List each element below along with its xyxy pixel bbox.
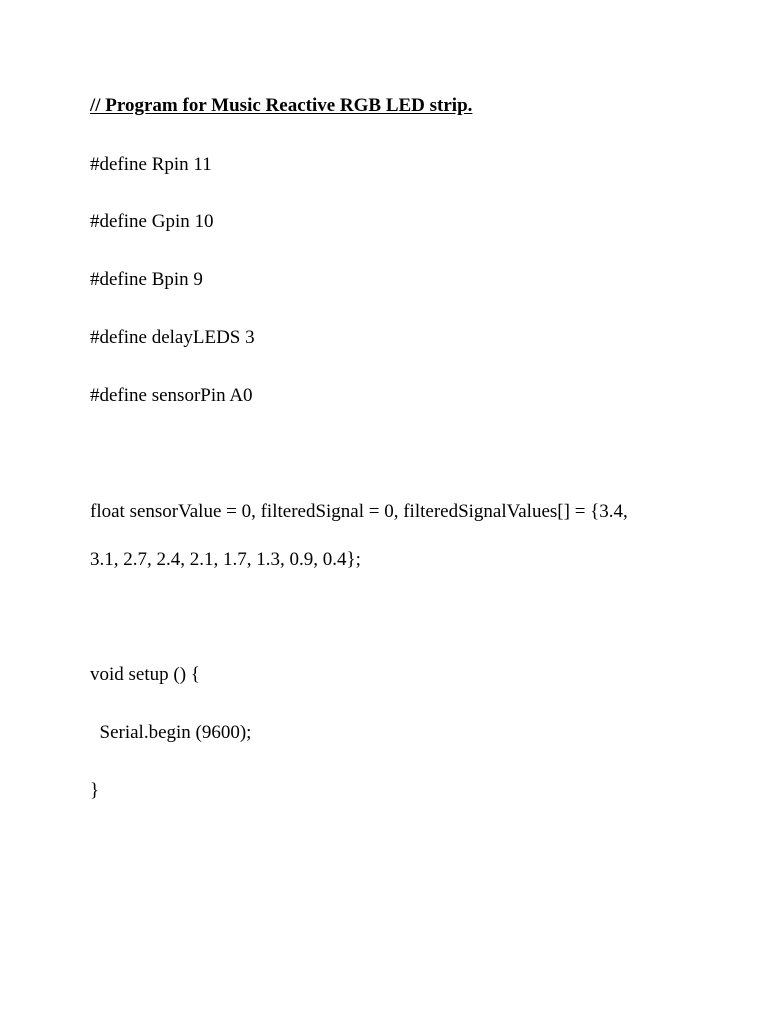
code-line-define-rpin: #define Rpin 11 <box>90 154 212 175</box>
code-line-float-declaration: float sensorValue = 0, filteredSignal = 0, filteredSignalValues[] = {3.4, <box>90 501 628 522</box>
code-line-setup-close: } <box>90 780 100 801</box>
code-line-define-delayleds: #define delayLEDS 3 <box>90 327 255 348</box>
code-line-serial-begin: Serial.begin (9600); <box>90 722 252 743</box>
code-line-float-declaration-continued: 3.1, 2.7, 2.4, 2.1, 1.7, 1.3, 0.9, 0.4}; <box>90 549 361 570</box>
document-title: // Program for Music Reactive RGB LED strip. <box>90 95 473 116</box>
code-line-define-sensorpin: #define sensorPin A0 <box>90 385 253 406</box>
code-line-define-bpin: #define Bpin 9 <box>90 269 203 290</box>
code-line-setup-open: void setup () { <box>90 664 200 685</box>
code-line-define-gpin: #define Gpin 10 <box>90 211 214 232</box>
